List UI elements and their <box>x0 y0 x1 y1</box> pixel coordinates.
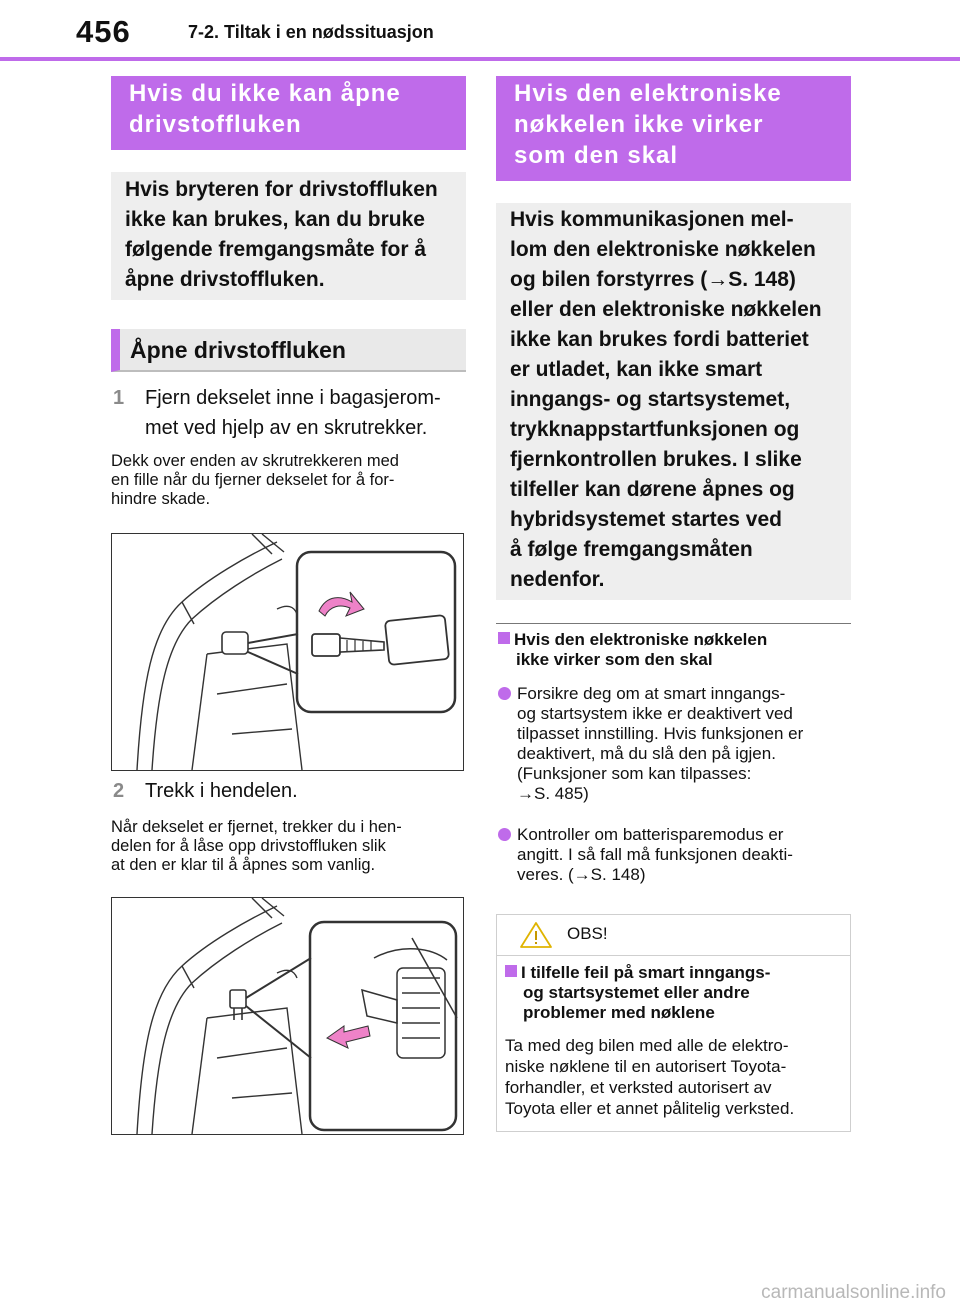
section-rule <box>496 623 851 624</box>
caution-heading <box>505 963 845 1023</box>
intro-line: ikke kan brukes, kan du bruke <box>125 208 425 231</box>
caution-line: niske nøklene til en autorisert Toyota- <box>505 1057 787 1076</box>
intro-line: hybridsystemet startes ved <box>510 508 782 531</box>
page-header <box>0 0 960 62</box>
circle-bullet-icon <box>498 687 511 700</box>
figure-pull-lever-drawing <box>112 898 463 1134</box>
step-text <box>145 776 475 806</box>
intro-line: fjernkontrollen brukes. I slike <box>510 448 802 471</box>
section-title: 7-2. Tiltak i en nødssituasjon <box>188 22 434 42</box>
right-intro-box <box>496 203 851 600</box>
caution-heading-line: problemer med nøklene <box>523 1003 715 1022</box>
right-title-line: Hvis den elektroniske <box>514 80 782 107</box>
page-number: 456 <box>76 14 131 49</box>
caution-header <box>497 915 850 956</box>
left-intro-box <box>111 172 466 300</box>
watermark: carmanualsonline.info <box>761 1282 946 1303</box>
caution-box <box>496 914 851 1132</box>
step-line: met ved hjelp av en skrutrekker. <box>145 417 428 439</box>
note-1 <box>111 452 471 509</box>
figure-pull-lever <box>111 897 464 1135</box>
bullet-line: Kontroller om batterisparemodus er <box>517 825 784 844</box>
caution-heading-line: I tilfelle feil på smart inngangs- <box>505 963 845 983</box>
bullet-line: Forsikre deg om at smart inngangs- <box>517 684 786 703</box>
bullet-line: →S. 485) <box>517 784 589 803</box>
bullet-heading-line: Hvis den elektroniske nøkkelen <box>498 630 858 650</box>
intro-line: lom den elektroniske nøkkelen <box>510 238 816 261</box>
step-line: Fjern dekselet inne i bagasjerom- <box>145 387 441 409</box>
intro-line: nedenfor. <box>510 568 605 591</box>
intro-line: trykknappstartfunksjonen og <box>510 418 800 441</box>
step-text <box>145 383 475 443</box>
bullet-item-1 <box>498 684 858 809</box>
bullet-heading-line: ikke virker som den skal <box>516 650 713 669</box>
note-line: hindre skade. <box>111 490 211 508</box>
circle-bullet-icon <box>498 828 511 841</box>
left-title-line: drivstoffluken <box>129 111 302 138</box>
right-title-line: nøkkelen ikke virker <box>514 111 764 138</box>
bullet-item-2 <box>498 825 858 890</box>
square-bullet-icon <box>505 965 517 977</box>
step-number: 2 <box>113 780 125 802</box>
caution-text <box>505 1035 850 1119</box>
intro-line: å følge fremgangsmåten <box>510 538 753 561</box>
figure-remove-cover <box>111 533 464 771</box>
note-line: delen for å låse opp drivstoffluken slik <box>111 837 386 855</box>
caution-line: Ta med deg bilen med alle de elektro- <box>505 1036 789 1055</box>
intro-line: eller den elektroniske nøkkelen <box>510 298 822 321</box>
bullet-line: angitt. I så fall må funksjonen deakti- <box>517 845 793 864</box>
intro-line: og bilen forstyrres (→S. 148) <box>510 268 796 291</box>
warning-triangle-icon <box>519 921 553 949</box>
bullet-line: veres. (→S. 148) <box>517 865 646 884</box>
step-2 <box>113 776 473 806</box>
square-bullet-icon <box>498 632 510 644</box>
bullet-text <box>517 684 803 804</box>
subheading-open-fuel-door: Åpne drivstoffluken <box>111 329 466 372</box>
bullet-line: og startsystem ikke er deaktivert ved <box>517 704 793 723</box>
caution-heading-line: og startsystemet eller andre <box>523 983 750 1002</box>
note-line: en fille når du fjerner dekselet for å for- <box>111 471 395 489</box>
caution-line: forhandler, et verksted autorisert av <box>505 1078 772 1097</box>
intro-line: følgende fremgangsmåte for å <box>125 238 427 261</box>
intro-line: er utladet, kan ikke smart <box>510 358 763 381</box>
figure-remove-cover-drawing <box>112 534 463 770</box>
intro-line: inngangs- og startsystemet, <box>510 388 791 411</box>
intro-line: Hvis kommunikasjonen mel- <box>510 208 794 231</box>
left-title-line: Hvis du ikke kan åpne <box>129 80 401 107</box>
intro-line: ikke kan brukes fordi batteriet <box>510 328 809 351</box>
bullet-line: (Funksjoner som kan tilpasses: <box>517 764 752 783</box>
intro-line: åpne drivstoffluken. <box>125 268 325 291</box>
intro-line: Hvis bryteren for drivstoffluken <box>125 178 438 201</box>
header-rule <box>0 57 960 61</box>
right-title-line: som den skal <box>514 142 679 169</box>
note-line: at den er klar til å åpnes som vanlig. <box>111 856 376 874</box>
step-number: 1 <box>113 387 125 409</box>
caution-label: OBS! <box>567 924 608 943</box>
bullet-line: deaktivert, må du slå den på igjen. <box>517 744 776 763</box>
caution-line: Toyota eller et annet pålitelig verksted. <box>505 1099 795 1118</box>
left-title-box <box>111 76 466 150</box>
step-1 <box>113 383 473 443</box>
note-line: Når dekselet er fjernet, trekker du i hen- <box>111 818 402 836</box>
note-2 <box>111 818 471 875</box>
bullet-heading <box>498 630 858 670</box>
right-title-box <box>496 76 851 181</box>
step-line: Trekk i hendelen. <box>145 780 298 802</box>
note-line: Dekk over enden av skrutrekkeren med <box>111 452 399 470</box>
intro-line: tilfeller kan dørene åpnes og <box>510 478 795 501</box>
bullet-line: tilpasset innstilling. Hvis funksjonen er <box>517 724 804 743</box>
bullet-text <box>517 825 793 885</box>
